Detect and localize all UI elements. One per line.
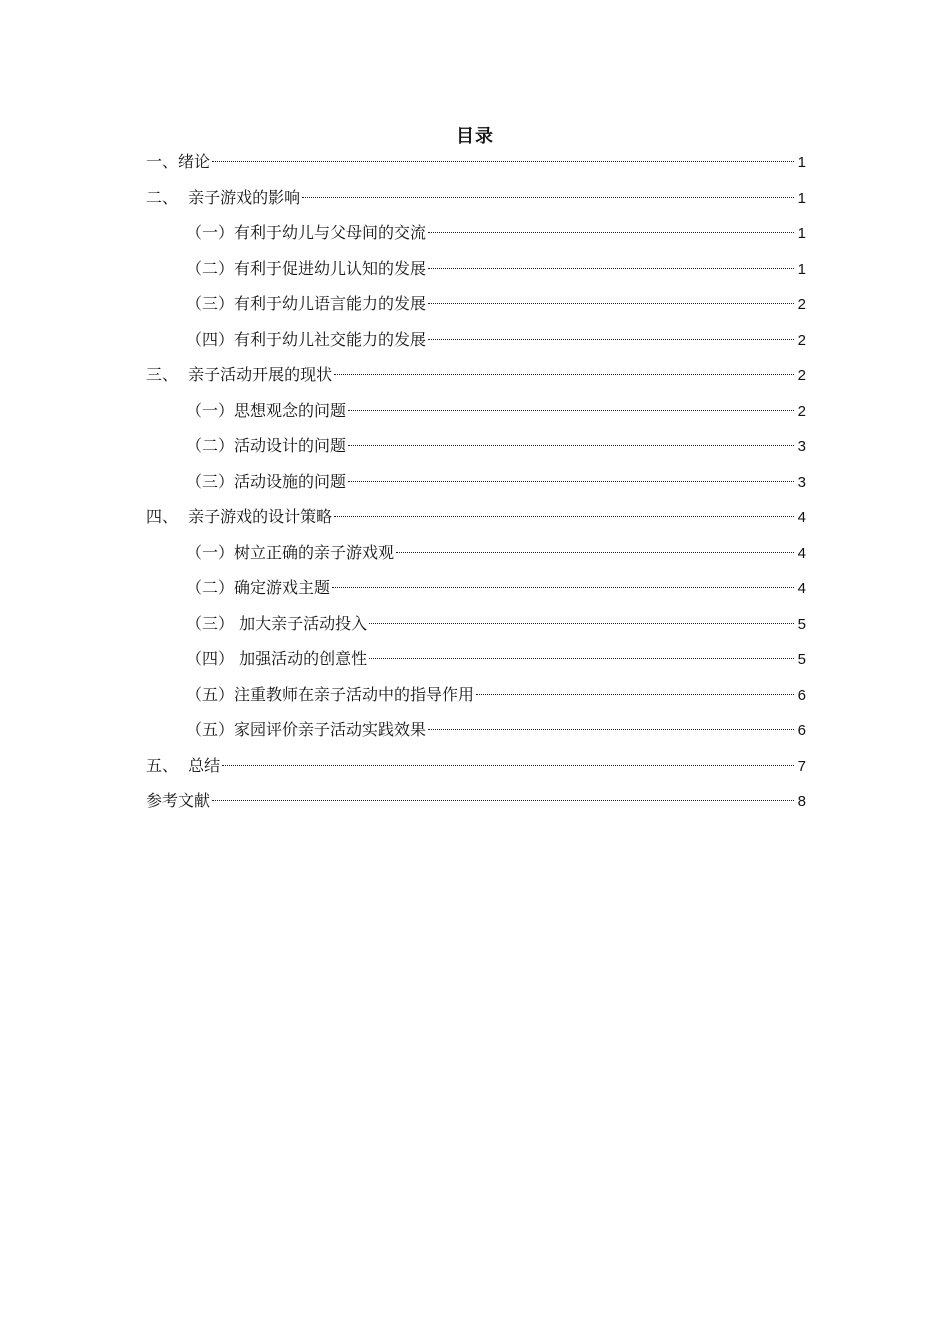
toc-dot-leader (332, 587, 794, 588)
toc-entry-page: 1 (797, 154, 806, 171)
toc-entry[interactable] (146, 322, 806, 358)
toc-entry-page: 3 (797, 438, 806, 455)
toc-entry-page: 2 (797, 331, 806, 349)
toc-entry-page: 6 (797, 686, 806, 704)
toc-entry[interactable] (146, 499, 806, 535)
toc-entry[interactable] (146, 286, 806, 322)
toc-entry-label: （四） 加强活动的创意性 (186, 649, 368, 668)
toc-entry-page: 4 (797, 544, 806, 562)
toc-dot-leader (428, 232, 794, 233)
toc-entry-page: 1 (797, 189, 806, 207)
toc-entry-label: （五）注重教师在亲子活动中的指导作用 (186, 684, 475, 704)
toc-dot-leader (369, 623, 794, 624)
toc-title: 目录 (456, 126, 494, 147)
toc-entry-page: 1 (797, 225, 806, 242)
toc-entry[interactable] (146, 180, 806, 216)
toc-entry-label: 参考文献 (146, 791, 211, 810)
toc-dot-leader (302, 197, 794, 198)
toc-dot-leader (348, 445, 794, 446)
toc-entry-page: 2 (797, 402, 806, 420)
toc-entry-label: （一）树立正确的亲子游戏观 (186, 542, 395, 562)
toc-dot-leader (428, 268, 794, 269)
toc-entry[interactable] (146, 677, 806, 713)
toc-entry-label: （三） 加大亲子活动投入 (186, 613, 368, 633)
toc-entry-label: 三、 亲子活动开展的现状 (146, 365, 333, 384)
toc-entry[interactable] (146, 464, 806, 500)
toc-entry-label: 二、 亲子游戏的影响 (146, 187, 301, 207)
toc-entry-label: 四、 亲子游戏的设计策略 (146, 507, 333, 526)
toc-entry-label: 一、绪论 (146, 152, 211, 171)
toc-entry-label: （四）有利于幼儿社交能力的发展 (186, 329, 427, 349)
toc-dot-leader (428, 303, 794, 304)
toc-dot-leader (348, 410, 794, 411)
toc-entry[interactable] (146, 393, 806, 429)
toc-entry-label: （一）思想观念的问题 (186, 400, 347, 420)
toc-entry-page: 4 (797, 509, 806, 526)
toc-entry-page: 2 (797, 296, 806, 313)
toc-entry-label: （三）有利于幼儿语言能力的发展 (186, 294, 427, 313)
toc-dot-leader (428, 339, 794, 340)
toc-dot-leader (212, 161, 794, 162)
toc-entry-label: （一）有利于幼儿与父母间的交流 (186, 223, 427, 242)
toc-entry-page: 5 (797, 615, 806, 633)
toc-entry[interactable] (146, 712, 806, 748)
toc-entry[interactable] (146, 783, 806, 819)
toc-entry[interactable] (146, 357, 806, 393)
toc-entry[interactable] (146, 144, 806, 180)
toc-dot-leader (334, 516, 794, 517)
toc-dot-leader (222, 765, 794, 766)
toc-dot-leader (476, 694, 794, 695)
toc-dot-leader (428, 729, 794, 730)
toc-entry[interactable] (146, 748, 806, 784)
toc-dot-leader (212, 800, 794, 801)
toc-entry-page: 4 (797, 580, 806, 597)
toc-entry[interactable] (146, 428, 806, 464)
toc-entry-label: （五）家园评价亲子活动实践效果 (186, 720, 427, 739)
toc-entry[interactable] (146, 251, 806, 287)
toc-entry-page: 1 (797, 260, 806, 278)
toc-dot-leader (348, 481, 794, 482)
toc-entry[interactable] (146, 535, 806, 571)
toc-entry[interactable] (146, 215, 806, 251)
toc-entry-page: 7 (797, 757, 806, 775)
toc-entry-page: 6 (797, 722, 806, 739)
toc-entry-page: 3 (797, 473, 806, 491)
toc-entry-label: （二）确定游戏主题 (186, 578, 331, 597)
toc-entry-page: 2 (797, 367, 806, 384)
toc-dot-leader (334, 374, 794, 375)
toc-entry-label: （三）活动设施的问题 (186, 471, 347, 491)
toc-entry-label: （二）有利于促进幼儿认知的发展 (186, 258, 427, 278)
toc-entry[interactable] (146, 570, 806, 606)
toc-entry-label: 五、 总结 (146, 755, 221, 775)
toc-entry-page: 8 (797, 793, 806, 810)
toc-entry-page: 5 (797, 651, 806, 668)
toc-entry-label: （二）活动设计的问题 (186, 436, 347, 455)
toc-dot-leader (369, 658, 794, 659)
toc-entry[interactable] (146, 641, 806, 677)
toc-dot-leader (396, 552, 794, 553)
table-of-contents (146, 144, 806, 819)
toc-entry[interactable] (146, 606, 806, 642)
